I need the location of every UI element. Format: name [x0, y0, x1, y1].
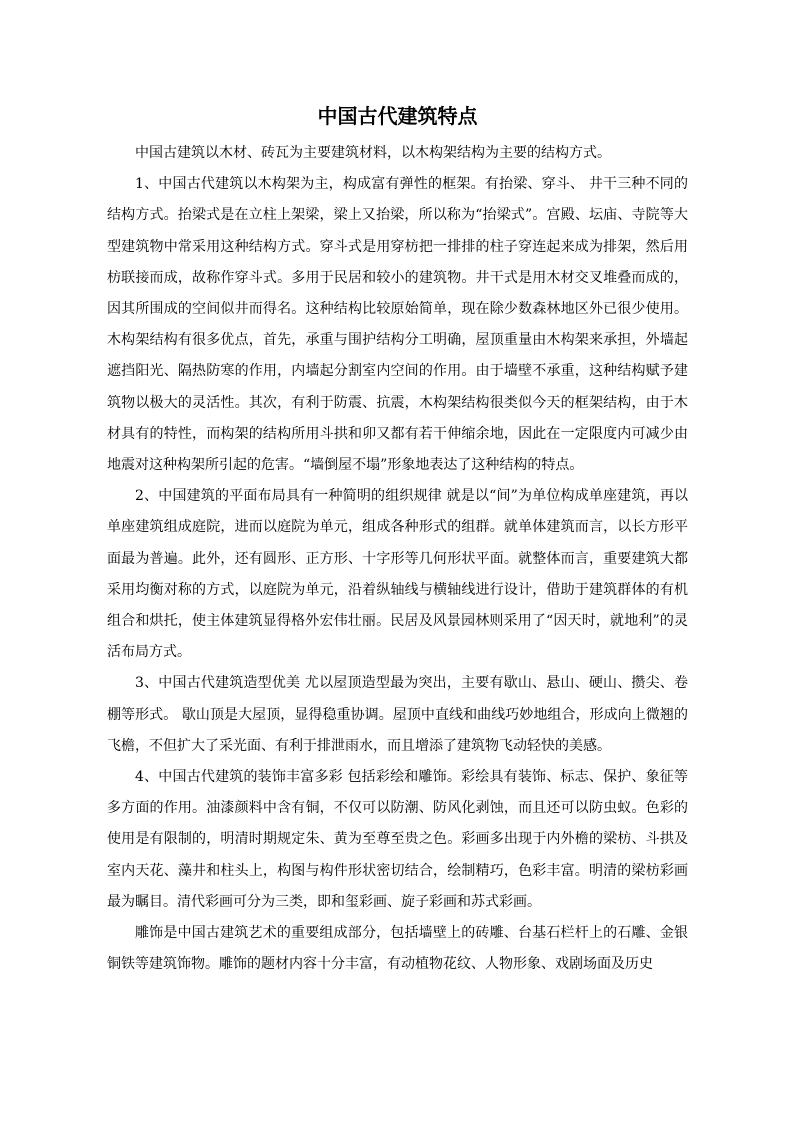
paragraph-decoration: 4、中国古代建筑的装饰丰富多彩 包括彩绘和雕饰。彩绘具有装饰、标志、保护、象征等多方面的作用。油漆颜料中含有铜，不仅可以防潮、防风化剥蚀，而且还可以防虫蚁。色彩的使用是有限制的，明清时期规定朱、黄为至尊至贵之色。彩画多出现于内外檐的梁枋、斗拱及室内天花、藻井和柱头上，构图与构件形状密切结合，绘制精巧，色彩丰富。明清的梁枋彩画最为瞩目。清代彩画可分为三类，即和玺彩画、旋子彩画和苏式彩画。 [107, 769, 688, 910]
paragraph-roof: 3、中国古代建筑造型优美 尤以屋顶造型最为突出，主要有歇山、悬山、硬山、攒尖、卷棚等形式。 歇山顶是大屋顶，显得稳重协调。屋顶中直线和曲线巧妙地组合，形成向上微翘的飞檐，不但扩大了采光面、有利于排泄雨水，而且增添了建筑物飞动轻快的美感。 [107, 675, 688, 754]
paragraph-carving: 雕饰是中国古建筑艺术的重要组成部分，包括墙壁上的砖雕、台基石栏杆上的石雕、金银铜铁等建筑饰物。雕饰的题材内容十分丰富，有动植物花纹、人物形象、戏剧场面及历史 [107, 925, 688, 973]
paragraph-layout: 2、中国建筑的平面布局具有一种简明的组织规律 就是以“间”为单位构成单座建筑，再以单座建筑组成庭院，进而以庭院为单元，组成各种形式的组群。就单体建筑而言，以长方形平面最为普遍。此外，还有圆形、正方形、十字形等几何形状平面。就整体而言，重要建筑大都采用均衡对称的方式，以庭院为单元，沿着纵轴线与横轴线进行设计，借助于建筑群体的有机组合和烘托，使主体建筑显得格外宏伟壮丽。民居及风景园林则采用了“因天时，就地利”的灵活布局方式。 [107, 488, 688, 661]
document-page [107, 100, 688, 980]
document-title: 中国古代建筑特点 [317, 104, 478, 128]
paragraph-intro: 中国古建筑以木材、砖瓦为主要建筑材料，以木构架结构为主要的结构方式。 [135, 145, 611, 161]
paragraph-structure: 1、中国古代建筑以木构架为主，构成富有弹性的框架。有抬梁、穿斗、 井干三种不同的结构方式。抬梁式是在立柱上架梁，梁上又抬梁，所以称为“抬梁式”。宫殿、坛庙、寺院等大型建筑物中常采用这种结构方式。穿斗式是用穿枋把一排排的柱子穿连起来成为排架，然后用枋联接而成，故称作穿斗式。多用于民居和较小的建筑物。井干式是用木材交叉堆叠而成的，因其所围成的空间似井而得名。这种结构比较原始简单，现在除少数森林地区外已很少使用。木构架结构有很多优点，首先，承重与围护结构分工明确，屋顶重量由木构架来承担，外墙起遮挡阳光、隔热防寒的作用，内墙起分割室内空间的作用。由于墙壁不承重，这种结构赋予建筑物以极大的灵活性。其次，有利于防震、抗震，木构架结构很类似今天的框架结构，由于木材具有的特性，而构架的结构所用斗拱和卯又都有若干伸缩余地，因此在一定限度内可减少由地震对这种构架所引起的危害。“墙倒屋不塌”形象地表达了这种结构的特点。 [107, 176, 688, 474]
